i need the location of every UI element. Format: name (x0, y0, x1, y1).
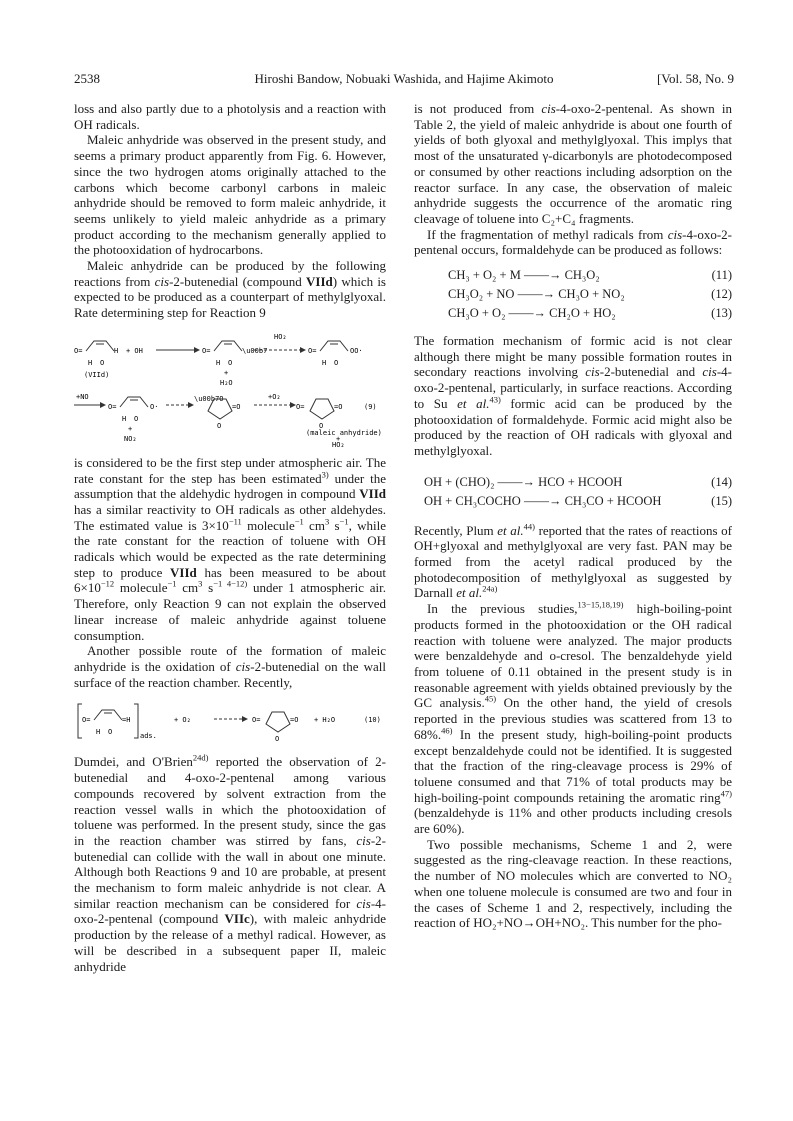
svg-text:+ OH: + OH (126, 346, 143, 355)
reaction-scheme-diagram (74, 329, 386, 447)
svg-text:O: O (275, 735, 280, 744)
paragraph: Another possible route of the formation of maleic anhydride is the oxidation of cis-2-butenedial on the wall surface of the reaction chamber. Recently, (74, 643, 386, 690)
svg-text:O: O (334, 358, 339, 367)
svg-text:O: O (228, 358, 233, 367)
svg-text:+NO: +NO (76, 392, 89, 401)
reaction-scheme-9 (74, 329, 386, 447)
svg-text:O=: O= (202, 346, 211, 355)
svg-text:(VIId): (VIId) (84, 370, 110, 379)
svg-text:(10): (10) (364, 716, 381, 725)
volume-info: [Vol. 58, No. 9 (656, 71, 734, 86)
svg-text:OO·: OO· (350, 346, 363, 355)
equations-14-15 (414, 473, 732, 511)
svg-text:=H: =H (122, 716, 131, 725)
equation-15: OH + CH₃COCHO ——→ CH₃CO + HCOOH (15) (424, 493, 732, 508)
svg-text:H: H (322, 358, 327, 367)
svg-text:O: O (100, 358, 105, 367)
paragraph: loss and also partly due to a photolysis and a reaction with OH radicals. (74, 101, 386, 132)
svg-text:O: O (319, 421, 324, 430)
paragraph: The formation mechanism of formic acid is not clear although there might be many possible formation routes in secondary reactions involving cis-2-butenedial and cis-4-oxo-2-pentenal, particularly, in surface reactions. According to Su et al.$^{43)}$ formic acid can be produced by the photooxidation of formaldehyde. Formic acid might also be produced by the reaction of OH radicals with glyoxal and methylglyoxal. (414, 333, 733, 458)
running-header (74, 71, 734, 89)
equation-11: CH₃ + O₂ + M ——→ CH₃O₂ (11) (448, 268, 732, 283)
svg-text:H₂O: H₂O (220, 378, 233, 387)
svg-text:O=: O= (82, 716, 91, 725)
svg-text:O: O (217, 421, 222, 430)
svg-text:H: H (216, 358, 221, 367)
svg-text:O·: O· (150, 402, 159, 411)
svg-text:\u00b7: \u00b7 (242, 346, 268, 355)
svg-text:ads.: ads. (140, 732, 157, 741)
reaction-10 (74, 698, 386, 746)
paragraph: is not produced from cis-4-oxo-2-pentenal. As shown in Table 2, the yield of maleic anhydride is about one fourth of yields of both glyoxal and methylglyoxal. This implys that most of the unsaturated γ-dicarbonyls are photodecomposed or consumed by other reactions including adsorption on the reactor surface. In any case, the observation of maleic anhydride suggests the occurrence of the aromatic ring cleavage of toluene into C₂+C₄ fragments. (414, 101, 733, 226)
svg-text:HO₂: HO₂ (332, 440, 345, 447)
svg-text:+O₂: +O₂ (268, 392, 281, 401)
svg-text:H: H (96, 728, 101, 737)
paragraph: Maleic anhydride can be produced by the following reactions from cis-2-butenedial (compound VIId) which is expected to be produced as a counterpart of methylglyoxal. Rate determining step for Reaction 9 (74, 258, 386, 321)
svg-text:O: O (108, 728, 113, 737)
right-column (414, 101, 732, 931)
svg-text:\u00b7O: \u00b7O (194, 394, 224, 403)
svg-text:+: + (128, 424, 133, 433)
svg-text:=O: =O (232, 402, 241, 411)
svg-text:+: + (336, 434, 341, 443)
paragraph: Maleic anhydride was observed in the present study, and seems a primary product apparently from Fig. 6. However, since the two hydrogen atoms originally attached to the carbons which become carbonyl carbons in maleic anhydride should be removed to form maleic anhydride, it seems unlikely to yield maleic anhydride as a primary product according to the mechanism generally applied to the photooxidation of hydrocarbons. (74, 132, 386, 258)
equation-12: CH₃O₂ + NO ——→ CH₃O + NO₂ (12) (448, 287, 732, 302)
page-number: 2538 (74, 71, 100, 86)
svg-text:=O: =O (334, 402, 343, 411)
paragraph: is considered to be the first step under atmospheric air. The rate constant for the step has been estimated$^{3)}$ under the assumption that the aldehydic hydrogen in compound VIId has a similar reactivity to OH radicals as other aldehydes. The estimated value is $3\times 10^{-11}$ molecule$^{-1}$ $cm^3$ $s^{-1}$, while the rate constant for the reaction of toluene with OH radicals which would be expected as the rate determining step to produce VIId has been measured to be about $6\times 10^{-12}$ molecule$^{-1}$ $cm^3$ $s^{-1 4-12)}$ under 1 atmospheric air. Therefore, only Reaction 9 can not explain the observed linear increase of maleic anhydride against toluene consumption. (74, 454, 387, 643)
paragraph: Two possible mechanisms, Scheme 1 and 2, were suggested as the ring-cleavage reaction. In these reactions, the number of NO molecules which are converted to NO₂ when one toluene molecule is consumed are two and four in the cases of Scheme 1 and 2, respectively, including the reaction of HO₂+NO→OH+NO₂. This number for the pho- (414, 836, 732, 931)
paragraph: Recently, Plum et al.$^{44)}$ reported that the rates of reactions of OH+glyoxal and methylglyoxal are very fast. PAN may be formed from the acetyl radical produced by the photodecomposition of methylglyoxal as suggested by Darnall et al.$^{24a)}$ (414, 521, 733, 601)
left-column (74, 101, 386, 974)
equation-14: OH + (CHO)₂ ——→ HCO + HCOOH (14) (424, 474, 732, 489)
svg-text:(maleic anhydride): (maleic anhydride) (306, 428, 382, 437)
author-line: Hiroshi Bandow, Nobuaki Washida, and Hajime Akimoto (254, 71, 554, 86)
svg-text:+ O₂: + O₂ (174, 716, 191, 725)
paragraph: In the previous studies,$^{13-15,18,19)}$ high-boiling-point products formed in the photooxidation or the OH radical reaction with toluene were analyzed. The major products were benzaldehyde and o-cresol. The benzaldehyde yield from toluene of 0.11 obtained in the present study is in reasonable agreement with yields obtained previously by the GC analysis.$^{45)}$ On the other hand, the yield of cresols reported in the previous studies was scattered from 13 to 68%.$^{46)}$ In the present study, high-boiling-point products except benzaldehyde could not be identified. It is suggested that the fraction of the ring-cleavage process is 29% of toluene consumed and that 71% of total products may be high-boiling-point compounds retaining the aromatic ring$^{47)}$ (benzaldehyde is 11% and other products including cresols are 60%). (414, 599, 732, 837)
svg-text:O=: O= (74, 346, 83, 355)
svg-text:O=: O= (108, 402, 117, 411)
svg-text:O=: O= (308, 346, 317, 355)
svg-text:(9): (9) (364, 402, 377, 411)
reaction-10-diagram (74, 698, 386, 746)
equation-13: CH₃O + O₂ ——→ CH₂O + HO₂ (13) (448, 306, 732, 321)
svg-text:O: O (134, 414, 139, 423)
svg-text:H: H (88, 358, 93, 367)
svg-text:H: H (122, 414, 127, 423)
equations-11-13 (414, 266, 732, 323)
svg-text:=O: =O (290, 716, 299, 725)
paragraph: If the fragmentation of methyl radicals from cis-4-oxo-2-pentenal occurs, formaldehyde can be produced as follows: (414, 226, 732, 258)
svg-text:+ H₂O: + H₂O (314, 716, 336, 725)
svg-text:O=: O= (252, 716, 261, 725)
svg-text:O=: O= (296, 402, 305, 411)
svg-text:NO₂: NO₂ (124, 434, 137, 443)
svg-text:HO₂: HO₂ (274, 332, 287, 341)
paragraph: Dumdei, and O'Brien$^{24d)}$ reported the observation of 2-butenedial and 4-oxo-2-pentenal among various compounds recovered by solvent extraction from the reaction vessel walls in which the photooxidation of toluene was performed. In the present study, since the gas in the reaction chamber was stirred by fans, cis-2-butenedial can collide with the wall in about one minute. Although both Reactions 9 and 10 are probable, at present the mechanism to form maleic anhydride is not clear. A similar reaction mechanism can be considered for cis-4-oxo-2-pentenal (compound VIIc), with maleic anhydride production by the release of a methyl radical. However, as will be described in a subsequent paper II, maleic anhydride (74, 753, 386, 974)
svg-text:H: H (114, 346, 119, 355)
svg-text:+: + (224, 368, 229, 377)
